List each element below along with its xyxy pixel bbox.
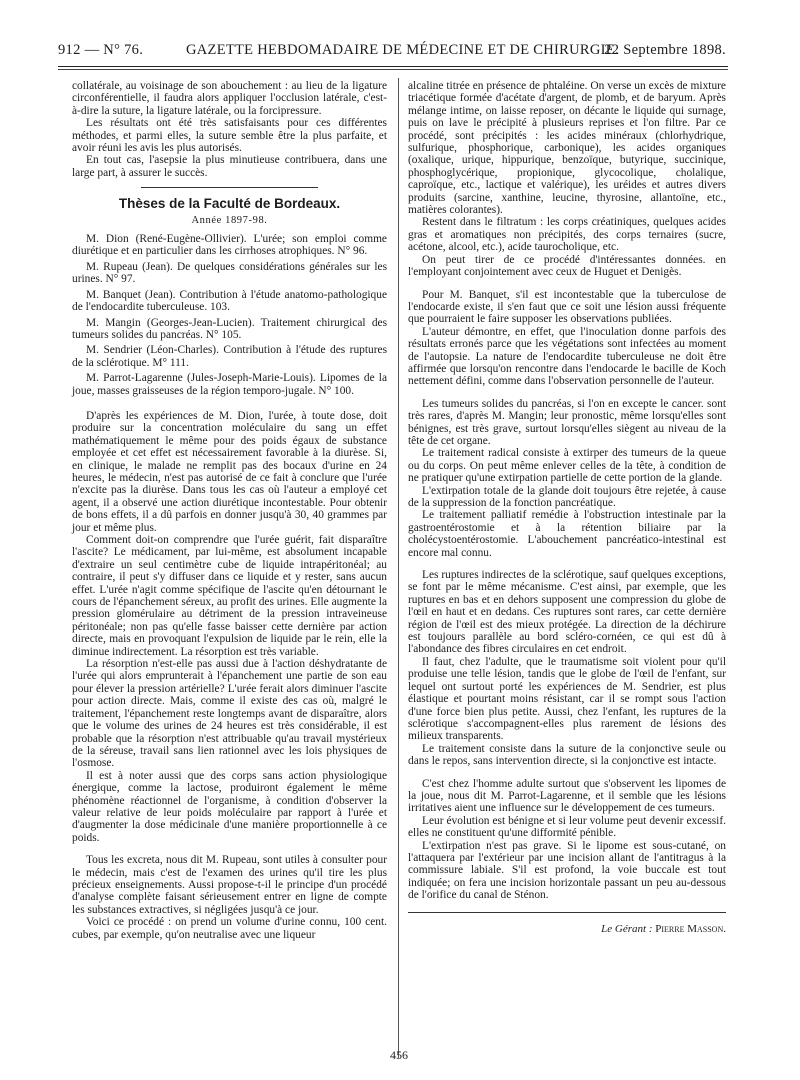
page-number: 456 (390, 1048, 408, 1062)
left-column (72, 80, 387, 941)
paragraph: Les tumeurs solides du pancréas, si l'on en excepte le cancer. sont très rares, d'après M. Mangin; leur pronostic, même lorsqu'elles sont bénignes, est très grave, surtout lorsqu'elles siègent au niveau de la tête de cet organe. (408, 397, 726, 447)
page-header (58, 36, 726, 66)
right-column (408, 80, 726, 935)
spacer (408, 388, 726, 398)
header-rule (58, 66, 728, 67)
spacer (72, 844, 387, 854)
paragraph: Le traitement palliatif remédie à l'obstruction intestinale par la gastroentérostomie et à la rétention biliaire par la cholécystoentérostomie. L'abouchement pancréatico-intestinal est encore mal connu. (408, 509, 726, 559)
section-rule (141, 187, 317, 188)
paragraph: L'extirpation n'est pas grave. Si le lipome est sous-cutané, on l'attaquera par l'extérieur par une incision allant de l'antitragus à la commissure labiale. S'il est profond, la voie buccale est tout indiquée; on fera une incision horizontale passant un peu au-dessous de l'orifice du canal de Sténon. (408, 839, 726, 902)
paragraph: Les résultats ont été très satisfaisants pour ces différentes méthodes, et parmi elles, la suture semble être la plus parfaite, et avoir réuni les avis les plus autorisés. (72, 117, 387, 155)
paragraph: La résorption n'est-elle pas aussi due à l'action déshydratante de l'urée qui alors emprunterait à l'épanchement une partie de son eau pour élever la pression artérielle? L'urée ferait alors diminuer l'ascite pour action directe. Mais, comme il existe des cas où, malgré le traitement, l'épanchement reste longtemps avant de disparaître, alors que le volume des urines de 24 heures est très considérable, il est probable que la résorption n'est attribuable qu'au travail mystérieux de la séreuse, travail sans lien rationnel avec les lois physiques de l'osmose. (72, 658, 387, 770)
gerant-name: Pierre Masson. (655, 922, 726, 935)
gerant-label: Le Gérant : (601, 922, 653, 935)
thesis-entry: M. Mangin (Georges-Jean-Lucien). Traitement chirurgical des tumeurs solides du pancréas. N° 105. (72, 316, 387, 341)
spacer (72, 400, 387, 410)
paragraph: Leur évolution est bénigne et si leur volume peut devenir excessif. elles ne constituent qu'une difformité pénible. (408, 814, 726, 840)
thesis-entry: M. Parrot-Lagarenne (Jules-Joseph-Marie-Louis). Lipomes de la joue, masses graisseuses de la région temporo-jugale. N° 100. (72, 372, 387, 397)
paragraph: Le traitement radical consiste à extirper des tumeurs de la queue ou du corps. On peut même enlever celles de la tête, à condition de ne pratiquer qu'une extirpation partielle de cette portion de la glande. (408, 447, 726, 485)
thesis-entry: M. Banquet (Jean). Contribution à l'étude anatomo-pathologique de l'endocardite tuberculeuse. 103. (72, 288, 387, 314)
end-rule (408, 912, 726, 913)
paragraph: En tout cas, l'asepsie la plus minutieuse contribuera, dans une large part, à assurer le succès. (72, 154, 387, 179)
column-divider (398, 78, 399, 1058)
paragraph: alcaline titrée en présence de phtaléine. On verse un excès de mixture triacétique formée d'acétate d'argent, de plomb, et de baryum. Après mélange intime, on laisse reposer, on décante le liquide qui surnage, puis on lave le précipité à plusieurs reprises et l'on filtre. Par ce procédé, sont précipités : les acides minéraux (chlorhydrique, sulfurique, phosphorique, carbonique), les acides organiques (oxalique, urique, hippurique, benzoïque, butyrique, succinique, phosphoglycérique, propionique, glycocolique, cholalique, caproïque, etc., lactique et valérique), les uréides et autres divers produits (sarcine, xanthine, leucine, thyrosine, allantoïne, etc., matières colorantes). (408, 80, 726, 217)
paragraph: Tous les excreta, nous dit M. Rupeau, sont utiles à consulter pour le médecin, mais c'est de l'examen des urines qu'il tire les plus précieux enseignements. Aussi propose-t-il le principe d'un procédé d'analyse complète faisant sérieusement entrer en ligne de compte les substances extractives, si négligées jusqu'à ce jour. (72, 854, 387, 916)
section-title: Thèses de la Faculté de Bordeaux. (118, 196, 341, 212)
paragraph: Il est à noter aussi que des corps sans action physiologique énergique, comme la lactose, produiront également le même phénomène réactionnel de l'organisme, à condition d'observer la valeur relative de leur poids moléculaire par rapport à l'urée et d'augmenter la dose médicinale d'une manière proportionnelle à ce poids. (72, 769, 387, 844)
paragraph: Voici ce procédé : on prend un volume d'urine connu, 100 cent. cubes, par exemple, qu'on neutralise avec une liqueur (72, 916, 387, 941)
paragraph: D'après les expériences de M. Dion, l'urée, à toute dose, doit produire sur la concentration moléculaire du sang un effet mathématiquement le même pour des poids égaux de substance employée et cet effet est nécessairement favorable à la diurèse. Si, en clinique, le malade ne remplit pas des bocaux d'urine en 24 heures, le médecin, n'est pas autorisé de ce fait à conclure que l'urée n'excite pas la diurèse. Dans tous les cas où l'auteur a employé cet agent, il a observé une action diurétique incontestable. Pour obtenir de bons effets, il a dû parfois en donner jusqu'à 30, 40 grammes par jour et même plus. (72, 409, 387, 534)
paragraph: Les ruptures indirectes de la sclérotique, sauf quelques exceptions, se font par le même mécanisme. C'est ainsi, par exemple, que les ruptures en bas et en dehors supposent une compression du globe de l'œil en haut et en dedans. Ces ruptures sont rares, car cette dernière région de l'œil est des mieux protégée. La direction de la déchirure est toujours parallèle au bord scléro-cornéen, ce qui est dû à l'abondance des fibres circulaires en cet endroit. (408, 569, 726, 656)
paragraph: C'est chez l'homme adulte surtout que s'observent les lipomes de la joue, nous dit M. Parrot-Lagarenne, et il semble que les lésions irritatives aient une influence sur le développement de ces tumeurs. (408, 777, 726, 815)
thesis-entry: M. Sendrier (Léon-Charles). Contribution à l'étude des ruptures de la sclérotique. M° 111. (72, 344, 387, 369)
paragraph: Pour M. Banquet, s'il est incontestable que la tuberculose de l'endocarde existe, il s'en faut que ce soit une lésion aussi fréquente que pourraient le faire supposer les observations publiées. (408, 288, 726, 326)
issue-number: 912 — N° 76. (58, 42, 144, 58)
thesis-entry: M. Dion (René-Eugène-Ollivier). L'urée; son emploi comme diurétique et en particulier dans les cirrhoses atrophiques. N° 96. (72, 233, 387, 258)
paragraph: Comment doit-on comprendre que l'urée guérit, fait disparaître l'ascite? Le médicament, par lui-même, est absolument incapable d'extraire un seul centimètre cube de liquide intrapéritonéal; au contraire, il peut s'y diffuser dans ce liquide et y rester, sans aucun effet. L'urée n'agit comme spécifique de l'ascite qu'en détournant le cours de l'épanchement séreux, au profit des urines. Elle augmente la pression glomérulaire au détriment de la pression intraveineuse péritonéale; non pas qu'elle fasse baisser cette dernière par action directe, mais en provoquant l'expulsion de liquide par le rein, elle la diminue indirectement. La résorption est très variable. (72, 534, 387, 658)
header-rule-thin (58, 69, 728, 70)
paragraph: L'auteur démontre, en effet, que l'inoculation donne parfois des résultats erronés parce que les végétations sont infectées au moment de l'autopsie. La nature de l'endocardite tuberculeuse ne doit être affirmée que lorsqu'on rencontre dans l'endocarde le bacille de Koch nettement défini, comme dans l'observation personnelle de l'auteur. (408, 325, 726, 388)
paragraph: Le traitement consiste dans la suture de la conjonctive seule ou dans le repos, sans intervention directe, si la conjonctive est intacte. (408, 742, 726, 768)
paragraph: On peut tirer de ce procédé d'intéressantes données. en l'employant conjointement avec ceux de Huguet et Denigès. (408, 253, 726, 279)
issue-date: 22 Septembre 1898. (604, 42, 726, 58)
paragraph: L'extirpation totale de la glande doit toujours être rejetée, à cause de la suppression de la fonction pancréatique. (408, 484, 726, 509)
spacer (408, 279, 726, 289)
gerant-line (408, 923, 726, 935)
thesis-entry: M. Rupeau (Jean). De quelques considérations générales sur les urines. N° 97. (72, 260, 387, 286)
paragraph: Il faut, chez l'adulte, que le traumatisme soit violent pour qu'il produise une telle lésion, tandis que le globe de l'œil de l'enfant, sur lequel ont surtout porté les expériences de M. Sendrier, est plus élastique et pourtant moins résistant, car il se rompt sous l'action d'une force bien plus petite. Aussi, chez l'enfant, les ruptures de la sclérotique s'accompagnent-elles plus rarement de lésions des milieux transparents. (408, 655, 726, 743)
journal-title: GAZETTE HEBDOMADAIRE DE MÉDECINE ET DE CHIRURGIE. (186, 42, 619, 58)
spacer (408, 559, 726, 569)
paragraph: collatérale, au voisinage de son abouchement : au lieu de la ligature circonférentielle, il faudra alors appliquer l'occlusion latérale, c'est-à-dire la suture, la ligature latérale, ou la forcipressure. (72, 80, 387, 117)
section-subtitle: Année 1897-98. (191, 214, 268, 226)
spacer (408, 768, 726, 778)
paragraph: Restent dans le filtratum : les corps créatiniques, quelques acides gras et aromatiques non précipités, des corps ternaires (sucre, acétone, alcool, etc.), acide taurocholique, etc. (408, 216, 726, 254)
